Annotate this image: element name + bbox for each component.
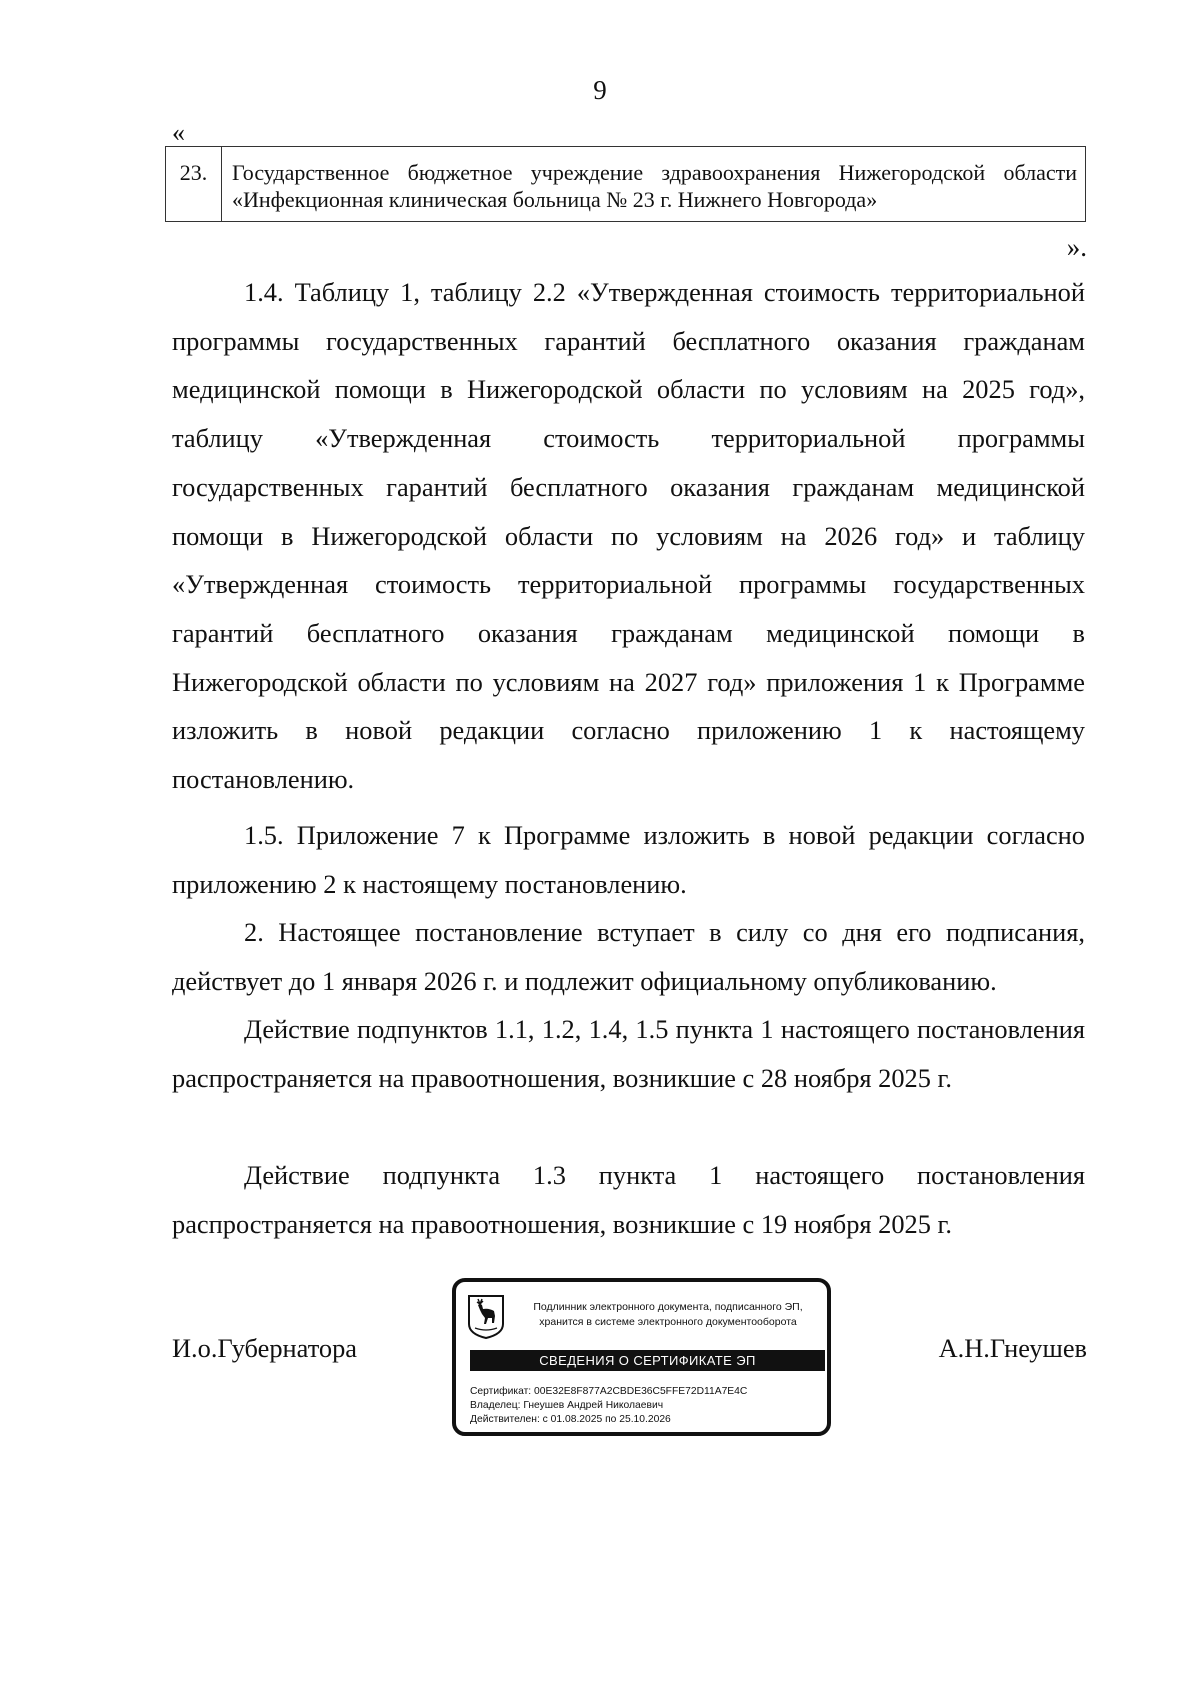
certificate-serial: Сертификат: 00E32E8F877A2CBDE36C5FFE72D11A7E4C: [470, 1386, 748, 1397]
opening-quote: «: [172, 118, 185, 147]
deer-emblem-icon: [467, 1294, 505, 1340]
certificate-info-header: СВЕДЕНИЯ О СЕРТИФИКАТЕ ЭП: [470, 1350, 825, 1371]
electronic-signature-stamp: [452, 1278, 831, 1436]
signer-title: И.о.Губернатора: [172, 1333, 357, 1363]
stamp-note-line: Подлинник электронного документа, подписанного ЭП,: [533, 1301, 803, 1313]
amendment-table: [165, 146, 1086, 222]
certificate-validity: Действителен: с 01.08.2025 по 25.10.2026: [470, 1414, 671, 1425]
paragraph-2: 2. Настоящее постановление вступает в силу со дня его подписания, действует до 1 января 2026 г. и подлежит официальному опубликованию.: [172, 917, 1085, 996]
table-row: [166, 147, 1086, 222]
paragraph-effect-subitem-1-3: Действие подпункта 1.3 пункта 1 настоящего постановления распространяется на правоотношения, возникшие с 19 ноября 2025 г.: [172, 1160, 1085, 1239]
certificate-owner: Владелец: Гнеушев Андрей Николаевич: [470, 1400, 664, 1411]
row-number: 23.: [166, 147, 222, 222]
stamp-note: [518, 1300, 818, 1330]
paragraph-1-4: 1.4. Таблицу 1, таблицу 2.2 «Утвержденная стоимость территориальной программы государственных гарантий бесплатного оказания гражданам медицинской помощи в Нижегородской области по условиям на 2025 год», таблицу «Утвержденная стоимость территориальной программы государственных гарантий бесплатного оказания гражданам медицинской помощи в Нижегородской области по условиям на 2026 год» и таблицу «Утвержденная стоимость территориальной программы государственных гарантий бесплатного оказания гражданам медицинской помощи в Нижегородской области по условиям на 2027 год» приложения 1 к Программе изложить в новой редакции согласно приложению 1 к настоящему постановлению.: [172, 277, 1085, 795]
signer-name: А.Н.Гнеушев: [938, 1333, 1087, 1363]
closing-quote: ».: [1066, 232, 1087, 262]
stamp-note-line: хранится в системе электронного документооборота: [539, 1316, 797, 1328]
page-number: 9: [593, 75, 607, 105]
institution-name: Государственное бюджетное учреждение здравоохранения Нижегородской области «Инфекционная клиническая больница № 23 г. Нижнего Новгорода»: [222, 147, 1086, 222]
certificate-details: [470, 1385, 747, 1427]
paragraph-effect-subitems: Действие подпунктов 1.1, 1.2, 1.4, 1.5 пункта 1 настоящего постановления распространяется на правоотношения, возникшие с 28 ноября 2025 г.: [172, 1014, 1085, 1093]
paragraph-1-5: 1.5. Приложение 7 к Программе изложить в новой редакции согласно приложению 2 к настоящему постановлению.: [172, 820, 1085, 899]
